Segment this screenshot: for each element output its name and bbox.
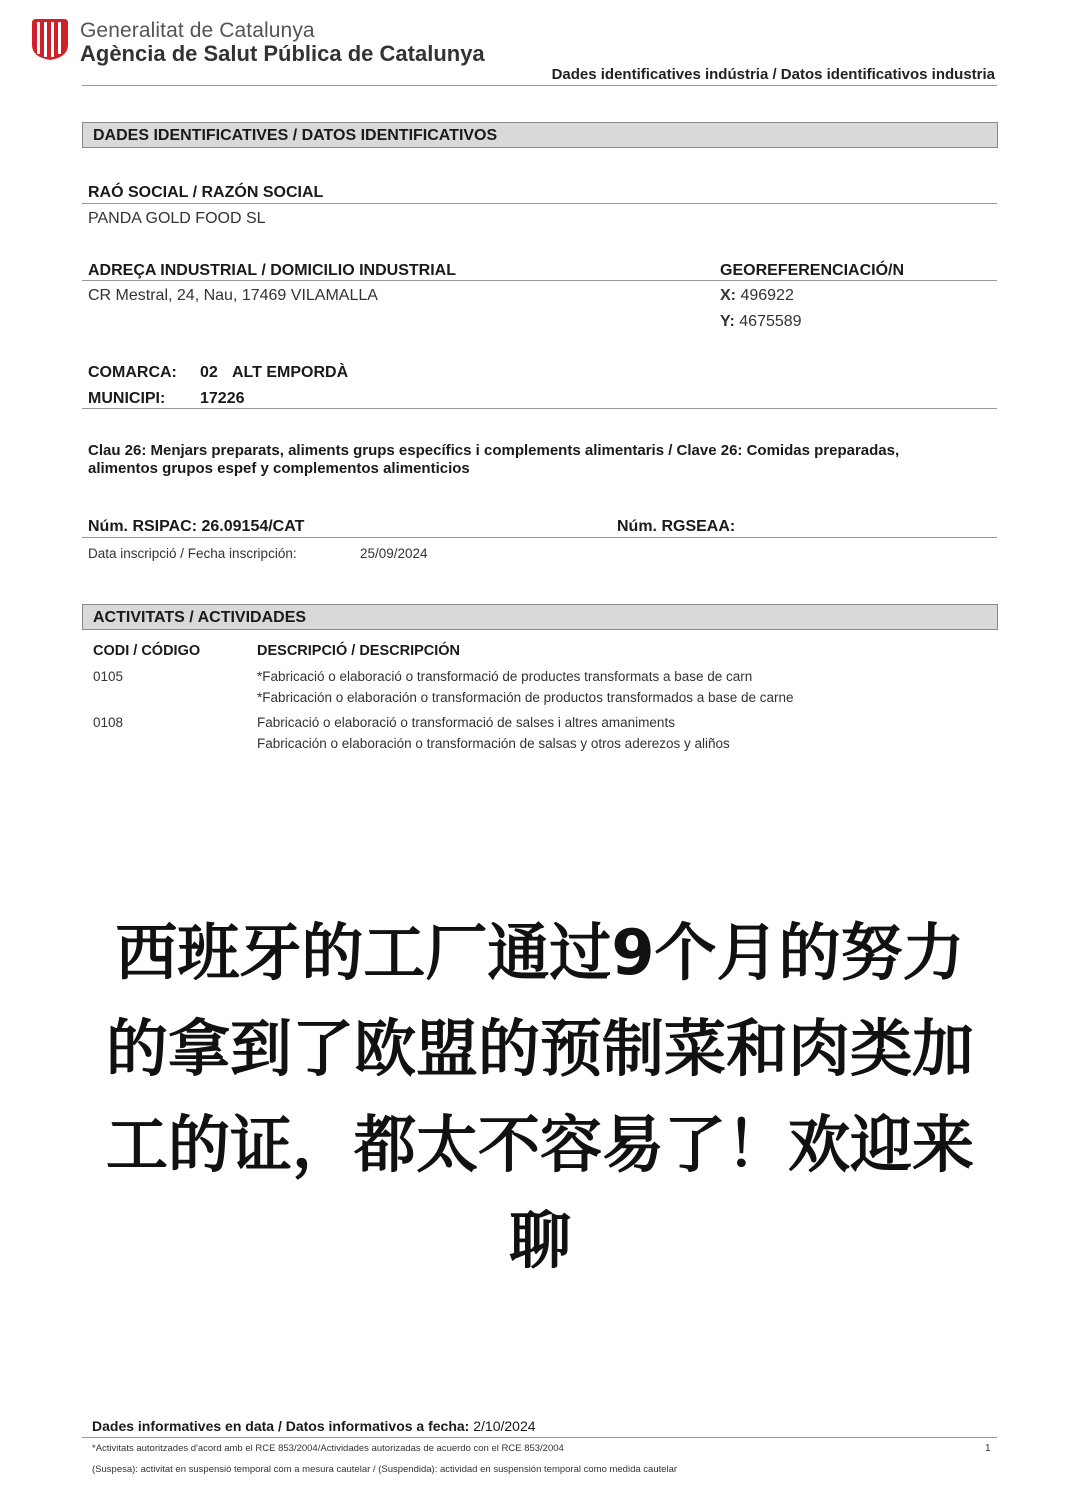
rsipac-number xyxy=(88,518,304,536)
georef-y xyxy=(720,313,802,331)
georef-y-value: 4675589 xyxy=(739,313,802,330)
rgseaa-label: Núm. RGSEAA: xyxy=(617,518,736,535)
registry-divider xyxy=(82,537,997,538)
overlay-caption xyxy=(70,905,1010,1289)
rsipac-label: Núm. RSIPAC: xyxy=(88,518,198,535)
clau-line-2: alimentos grupos espef y complementos alimenticios xyxy=(88,460,470,477)
generalitat-logo-icon xyxy=(30,17,70,61)
company-name: PANDA GOLD FOOD SL xyxy=(88,210,266,227)
activities-section-title: ACTIVITATS / ACTIVIDADES xyxy=(82,604,998,630)
comarca-label: COMARCA: xyxy=(88,364,177,381)
header-divider xyxy=(82,85,997,86)
activity-description-ca: *Fabricació o elaboració o transformació de productes transformats a base de carn xyxy=(257,669,753,684)
rsipac-value: 26.09154/CAT xyxy=(201,518,305,535)
government-name: Generalitat de Catalunya xyxy=(80,19,315,42)
inscription-date-value: 25/09/2024 xyxy=(360,546,428,561)
activity-description-ca: Fabricació o elaboració o transformació de salses i altres amaniments xyxy=(257,715,675,730)
municipi-label: MUNICIPI: xyxy=(88,390,166,407)
municipi-value: 17226 xyxy=(200,390,245,407)
activity-description-es: Fabricación o elaboración o transformación de salsas y otros aderezos y aliños xyxy=(257,736,730,751)
georef-x xyxy=(720,287,794,305)
georef-y-label: Y: xyxy=(720,313,735,330)
column-header-code: CODI / CÓDIGO xyxy=(93,643,201,659)
caption-line-2: 的拿到了欧盟的预制菜和肉类加 xyxy=(105,1012,974,1085)
address-value: CR Mestral, 24, Nau, 17469 VILAMALLA xyxy=(88,287,378,304)
comarca-code: 02 xyxy=(200,364,218,381)
address-label: ADREÇA INDUSTRIAL / DOMICILIO INDUSTRIAL xyxy=(88,262,456,279)
clau-line-1: Clau 26: Menjars preparats, aliments grups específics i complements alimentaris / Clave 26: Comidas preparadas, xyxy=(88,442,900,459)
caption-line-1: 西班牙的工厂通过9个月的努力 xyxy=(115,916,965,989)
company-name-divider xyxy=(82,203,997,204)
info-date-value: 2/10/2024 xyxy=(473,1418,536,1434)
inscription-date-label: Data inscripció / Fecha inscripción: xyxy=(88,546,297,561)
activity-code: 0105 xyxy=(93,669,124,684)
location-divider xyxy=(82,408,997,409)
info-date-line xyxy=(92,1418,536,1434)
info-date-label: Dades informatives en data / Datos informativos a fecha: xyxy=(92,1418,470,1434)
caption-line-4: 聊 xyxy=(508,1204,571,1277)
caption-line-3: 工的证，都太不容易了！欢迎来 xyxy=(105,1108,974,1181)
footer-note-authorized: *Activitats autoritzades d'acord amb el RCE 853/2004/Actividades autorizadas de acuerdo con el RCE 853/2004 xyxy=(92,1443,564,1454)
activity-code: 0108 xyxy=(93,715,124,730)
activity-description-es: *Fabricación o elaboración o transformación de productos transformados a base de carne xyxy=(257,690,794,705)
page-number: 1 xyxy=(985,1443,991,1454)
column-header-description: DESCRIPCIÓ / DESCRIPCIÓN xyxy=(257,643,461,659)
georef-x-value: 496922 xyxy=(740,287,794,304)
footer-note-suspended: (Suspesa): activitat en suspensió temporal com a mesura cautelar / (Suspendida): actividad en suspensión temporal como medida cautelar xyxy=(92,1464,678,1475)
georef-label: GEOREFERENCIACIÓ/N xyxy=(720,262,905,279)
company-name-label: RAÓ SOCIAL / RAZÓN SOCIAL xyxy=(88,184,324,201)
footer-divider xyxy=(82,1437,997,1438)
address-divider xyxy=(82,280,997,281)
identification-section-title: DADES IDENTIFICATIVES / DATOS IDENTIFICATIVOS xyxy=(82,122,998,148)
agency-name: Agència de Salut Pública de Catalunya xyxy=(80,41,485,66)
georef-x-label: X: xyxy=(720,287,736,304)
comarca-name: ALT EMPORDÀ xyxy=(232,364,349,381)
document-subtitle: Dades identificatives indústria / Datos identificativos industria xyxy=(551,66,995,83)
